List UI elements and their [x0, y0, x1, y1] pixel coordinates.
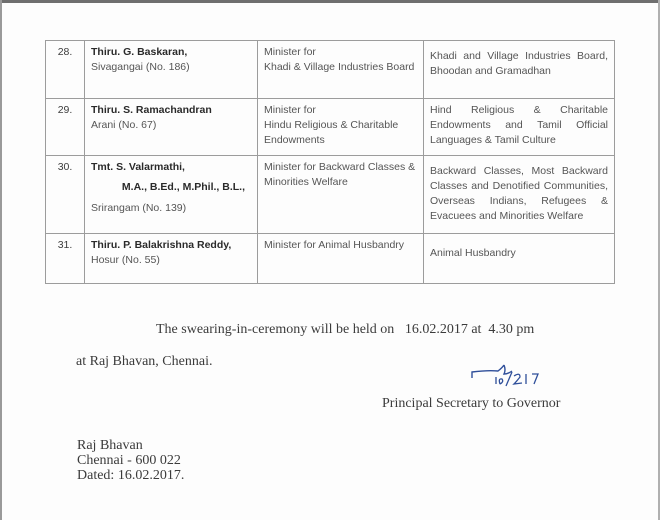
constituency: Hosur (No. 55)	[91, 254, 160, 266]
ministers-table	[45, 40, 615, 284]
portfolio-cell: Khadi and Village Industries Board, Bhoodan and Gramadhan	[424, 41, 615, 99]
at-word: at	[471, 322, 482, 337]
serial-number: 29.	[46, 99, 85, 156]
designation-line1: Minister for Backward Classes &	[264, 161, 416, 173]
designation-cell	[258, 41, 424, 99]
table-row	[46, 99, 615, 156]
address-line1: Raj Bhavan	[77, 438, 143, 453]
designation-line2: Khadi & Village Industries Board	[264, 61, 415, 73]
ceremony-text: The swearing-in-ceremony will be held on	[156, 322, 395, 337]
venue-line: at Raj Bhavan, Chennai.	[76, 354, 213, 369]
footer-address	[77, 438, 184, 483]
designation-line2: Hindu Religious & Charitable Endowments	[264, 119, 399, 146]
table-row	[46, 234, 615, 284]
minister-name-cell	[85, 41, 258, 99]
portfolio-cell: Animal Husbandry	[424, 234, 615, 284]
portfolio-cell: Hind Religious & Charitable Endowments and Tamil Official Languages & Tamil Culture	[424, 99, 615, 156]
dated-line: Dated: 16.02.2017.	[77, 468, 185, 483]
qualifications: M.A., B.Ed., M.Phil., B.L.,	[121, 181, 245, 193]
scan-left-edge	[0, 0, 2, 520]
portfolio-cell: Backward Classes, Most Backward Classes and Denotified Communities, Overseas Indians, Refugees & Evacuees and Minorities Welfare	[424, 156, 615, 234]
address-line2: Chennai - 600 022	[77, 453, 181, 468]
minister-name-cell	[85, 234, 258, 284]
designation-line1: Minister for Animal Husbandry	[264, 239, 405, 251]
minister-name: Thiru. P. Balakrishna Reddy,	[91, 239, 232, 251]
table-row	[46, 156, 615, 234]
serial-number: 31.	[46, 234, 85, 284]
constituency: Sivagangai (No. 186)	[91, 61, 190, 73]
minister-name-cell	[85, 99, 258, 156]
serial-number: 30.	[46, 156, 85, 234]
constituency: Arani (No. 67)	[91, 119, 157, 131]
designation-line1: Minister for	[264, 46, 316, 58]
ceremony-time: 4.30 pm	[488, 322, 535, 337]
scan-top-edge	[0, 0, 660, 3]
signature-icon	[468, 362, 578, 392]
minister-name: Thiru. S. Ramachandran	[91, 104, 212, 116]
signatory-title: Principal Secretary to Governor	[382, 396, 561, 411]
minister-name: Tmt. S. Valarmathi,	[91, 161, 185, 173]
designation-line2: Minorities Welfare	[264, 176, 348, 188]
serial-number: 28.	[46, 41, 85, 99]
designation-cell	[258, 99, 424, 156]
ceremony-notice	[156, 322, 534, 338]
minister-name-cell	[85, 156, 258, 234]
constituency: Srirangam (No. 139)	[91, 202, 187, 214]
ceremony-date: 16.02.2017	[404, 322, 468, 337]
minister-name: Thiru. G. Baskaran,	[91, 46, 188, 58]
designation-line1: Minister for	[264, 104, 316, 116]
designation-cell	[258, 156, 424, 234]
table-row	[46, 41, 615, 99]
designation-cell	[258, 234, 424, 284]
